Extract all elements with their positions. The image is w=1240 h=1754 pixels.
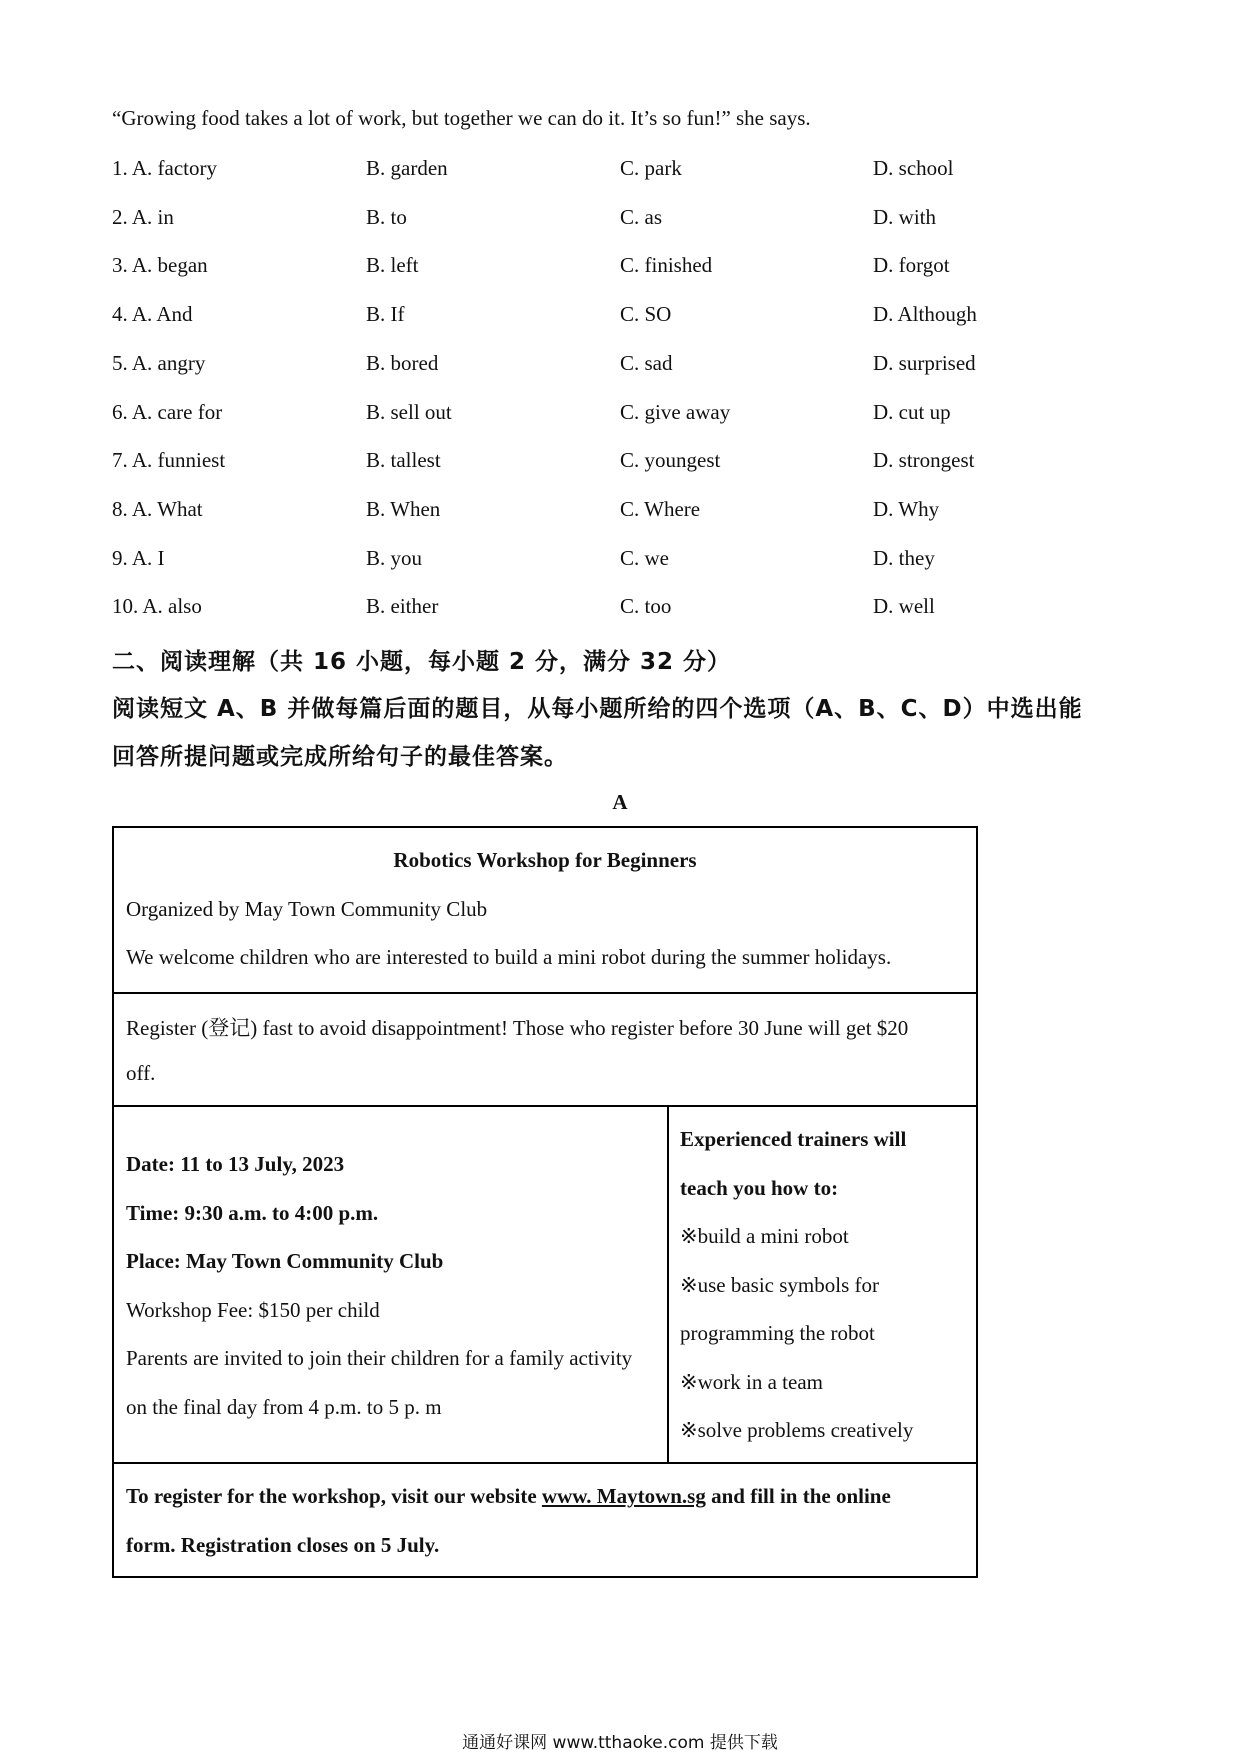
option-choice: B. sell out bbox=[366, 399, 452, 424]
option-choice: 6. A. care for bbox=[112, 399, 223, 424]
option-row bbox=[0, 205, 1240, 235]
website-link[interactable]: www. Maytown.sg bbox=[541, 1484, 706, 1508]
notice-welcome: We welcome children who are interested to build a mini robot during the summer holidays. bbox=[126, 945, 892, 969]
notice-trainers-line-2: teach you how to: bbox=[680, 1176, 839, 1200]
notice-bottom-line-1 bbox=[126, 1484, 891, 1509]
notice-title: Robotics Workshop for Beginners bbox=[393, 848, 697, 872]
notice-trainers-line-1: Experienced trainers will bbox=[680, 1127, 907, 1151]
option-choice: C. park bbox=[620, 156, 682, 180]
option-choice: C. youngest bbox=[620, 448, 721, 473]
option-row bbox=[0, 448, 1240, 478]
option-choice: 2. A. in bbox=[112, 204, 174, 229]
option-choice: D. Although bbox=[873, 302, 977, 327]
option-choice: D. forgot bbox=[873, 253, 950, 278]
option-choice: D. they bbox=[873, 545, 935, 570]
option-row bbox=[0, 253, 1240, 283]
notice-skill: ※work in a team bbox=[680, 1370, 823, 1394]
section-title: 二、阅读理解（共 16 小题，每小题 2 分，满分 32 分） bbox=[112, 649, 732, 675]
option-choice: 8. A. What bbox=[112, 496, 203, 521]
option-choice: 5. A. angry bbox=[112, 350, 206, 375]
option-choice: C. as bbox=[620, 204, 662, 229]
option-choice: D. Why bbox=[873, 496, 940, 521]
option-choice: C. finished bbox=[620, 253, 713, 278]
instruction-line-1: 阅读短文 A、B 并做每篇后面的题目，从每小题所给的四个选项（A、B、C、D）中选出能 bbox=[112, 696, 1083, 722]
notice-register-line-1: Register (登记) fast to avoid disappointment! Those who register before 30 June will get $20 bbox=[126, 1016, 909, 1040]
divider bbox=[667, 1105, 669, 1462]
intro-line: “Growing food takes a lot of work, but together we can do it. It’s so fun!” she says. bbox=[112, 106, 811, 130]
notice-parents-line-2: on the final day from 4 p.m. to 5 p. m bbox=[126, 1395, 442, 1419]
option-choice: 3. A. began bbox=[112, 253, 208, 278]
option-row bbox=[0, 497, 1240, 527]
page-footer: 通通好课网 www.tthaoke.com 提供下载 bbox=[462, 1733, 778, 1753]
option-choice: 9. A. I bbox=[112, 545, 165, 570]
option-choice: B. bored bbox=[366, 350, 439, 375]
instruction-line-2: 回答所提问题或完成所给句子的最佳答案。 bbox=[112, 744, 568, 770]
option-choice: D. well bbox=[873, 594, 935, 619]
notice-bottom-line-2: form. Registration closes on 5 July. bbox=[126, 1533, 440, 1557]
notice-register-line-2: off. bbox=[126, 1061, 156, 1085]
option-choice: D. surprised bbox=[873, 350, 976, 375]
option-choice: 7. A. funniest bbox=[112, 448, 226, 473]
divider bbox=[114, 1105, 976, 1107]
notice-date: Date: 11 to 13 July, 2023 bbox=[126, 1152, 345, 1176]
option-choice: D. strongest bbox=[873, 448, 975, 473]
notice-time: Time: 9:30 a.m. to 4:00 p.m. bbox=[126, 1201, 379, 1225]
option-choice: B. garden bbox=[366, 156, 448, 180]
divider bbox=[114, 992, 976, 994]
option-choice: C. SO bbox=[620, 302, 672, 327]
option-choice: B. left bbox=[366, 253, 419, 278]
notice-skill: ※use basic symbols for bbox=[680, 1273, 879, 1297]
option-choice: D. cut up bbox=[873, 399, 951, 424]
divider bbox=[114, 1462, 976, 1464]
option-choice: 10. A. also bbox=[112, 594, 202, 619]
option-choice: C. too bbox=[620, 594, 672, 619]
notice-skill: ※solve problems creatively bbox=[680, 1418, 914, 1442]
option-row bbox=[0, 594, 1240, 624]
notice-box bbox=[112, 826, 978, 1578]
option-choice: C. give away bbox=[620, 399, 731, 424]
notice-fee: Workshop Fee: $150 per child bbox=[126, 1298, 380, 1322]
notice-skill: programming the robot bbox=[680, 1321, 875, 1345]
option-row bbox=[0, 302, 1240, 332]
option-choice: C. we bbox=[620, 545, 669, 570]
notice-parents-line-1: Parents are invited to join their children for a family activity bbox=[126, 1346, 633, 1370]
option-choice: B. If bbox=[366, 302, 405, 327]
option-row bbox=[0, 156, 1240, 186]
bottom-text-pre: To register for the workshop, visit our website bbox=[126, 1484, 542, 1508]
option-choice: B. When bbox=[366, 496, 441, 521]
option-row bbox=[0, 351, 1240, 381]
option-row bbox=[0, 546, 1240, 576]
notice-place: Place: May Town Community Club bbox=[126, 1249, 444, 1273]
option-choice: B. you bbox=[366, 545, 423, 570]
option-choice: B. to bbox=[366, 204, 407, 229]
option-choice: B. tallest bbox=[366, 448, 441, 473]
option-choice: D. with bbox=[873, 204, 936, 229]
bottom-text-post: and fill in the online bbox=[705, 1484, 891, 1508]
option-choice: C. Where bbox=[620, 496, 701, 521]
notice-organizer: Organized by May Town Community Club bbox=[126, 897, 488, 921]
option-choice: B. either bbox=[366, 594, 439, 619]
notice-skill: ※build a mini robot bbox=[680, 1224, 849, 1248]
option-choice: 4. A. And bbox=[112, 302, 193, 327]
option-row bbox=[0, 400, 1240, 430]
option-choice: D. school bbox=[873, 156, 954, 180]
option-choice: 1. A. factory bbox=[112, 156, 217, 180]
option-choice: C. sad bbox=[620, 350, 673, 375]
passage-label: A bbox=[612, 790, 628, 814]
